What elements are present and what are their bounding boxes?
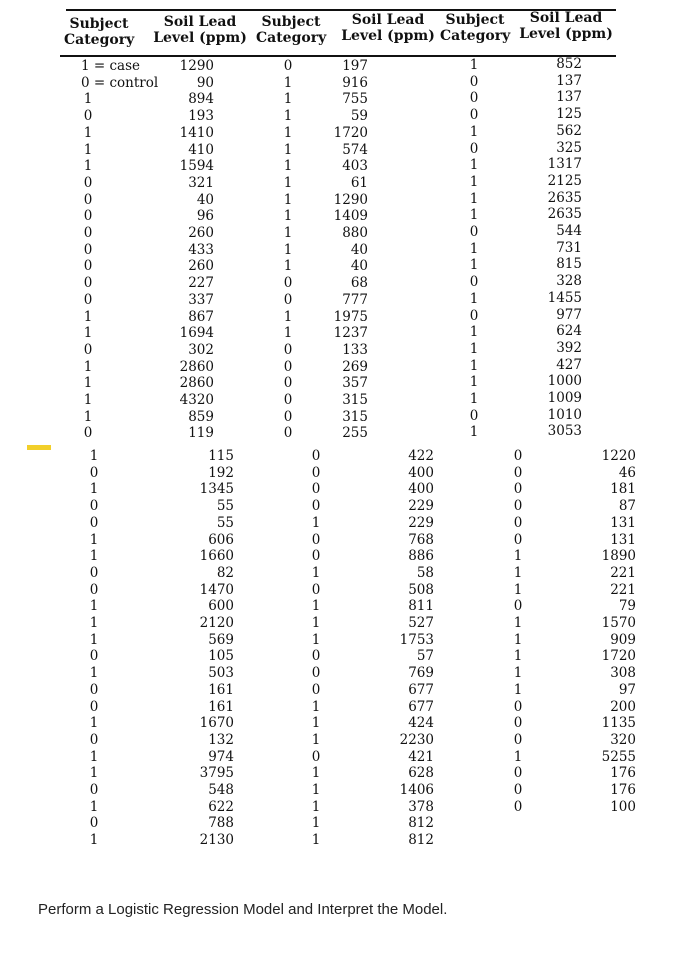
table-cell: 600 bbox=[208, 598, 234, 615]
table-cell: 859 bbox=[188, 408, 214, 425]
table-cell: 421 bbox=[408, 748, 434, 765]
table-cell: 0 bbox=[469, 140, 479, 157]
table-cell: 229 bbox=[408, 514, 434, 531]
table-cell: 0 bbox=[311, 531, 321, 548]
table-cell: 788 bbox=[208, 815, 234, 832]
table-cell: 0 bbox=[283, 375, 293, 392]
table-cell: 0 bbox=[513, 715, 523, 732]
table-cell: 61 bbox=[350, 174, 368, 191]
table-cell: 768 bbox=[408, 531, 434, 548]
header-soil-lead-1: Soil Lead Level (ppm) bbox=[153, 14, 247, 46]
table-cell: 569 bbox=[208, 631, 234, 648]
table-cell: 1 bbox=[83, 141, 93, 158]
table-cell: 115 bbox=[208, 448, 234, 464]
table-cell: 0 bbox=[513, 598, 523, 615]
header-subject-category-3: Subject Category bbox=[440, 12, 511, 44]
table-cell: 0 bbox=[469, 274, 479, 291]
table-cell: 221 bbox=[610, 581, 636, 598]
table-cell: 0 bbox=[83, 174, 93, 191]
table-cell: 161 bbox=[208, 698, 234, 715]
table-cell: 548 bbox=[208, 782, 234, 799]
table-cell: 0 bbox=[513, 464, 523, 481]
table-cell: 68 bbox=[350, 275, 368, 292]
table-cell: 96 bbox=[196, 208, 214, 225]
table-cell: 0 bbox=[89, 564, 99, 581]
table-cell: 3795 bbox=[199, 765, 234, 782]
table-cell: 2130 bbox=[199, 832, 234, 849]
table-cell: 1 bbox=[469, 240, 479, 257]
table-cell: 87 bbox=[618, 498, 636, 515]
table-cell: 255 bbox=[342, 425, 368, 442]
highlight-mark bbox=[27, 445, 51, 450]
table-cell: 192 bbox=[208, 464, 234, 481]
table-cell: 0 bbox=[513, 698, 523, 715]
table-cell: 229 bbox=[408, 498, 434, 515]
table-cell: 0 bbox=[83, 241, 93, 258]
table-cell: 1455 bbox=[547, 289, 582, 306]
table-cell: 1 bbox=[469, 357, 479, 374]
header-soil-lead-2: Soil Lead Level (ppm) bbox=[341, 12, 435, 44]
header-rule-top bbox=[66, 9, 616, 11]
table-cell: 0 bbox=[283, 358, 293, 375]
table-cell: 0 bbox=[513, 448, 523, 464]
table-cell: 1 bbox=[283, 91, 293, 108]
table-cell: 0 bbox=[311, 681, 321, 698]
table-cell: 260 bbox=[188, 225, 214, 242]
table-cell: 1 bbox=[89, 765, 99, 782]
table-cell: 269 bbox=[342, 358, 368, 375]
table-cell: 422 bbox=[408, 448, 434, 464]
table-cell: 812 bbox=[408, 832, 434, 849]
table-cell: 0 bbox=[89, 681, 99, 698]
table-cell: 100 bbox=[610, 798, 636, 815]
table-cell: 1410 bbox=[179, 124, 214, 141]
table-cell: 1409 bbox=[333, 208, 368, 225]
table-cell: 1 bbox=[513, 548, 523, 565]
table-cell: 315 bbox=[342, 392, 368, 409]
table-cell: 1 bbox=[283, 225, 293, 242]
table-cell: 1 bbox=[89, 631, 99, 648]
table-cell: 0 bbox=[89, 498, 99, 515]
table-cell: 131 bbox=[610, 514, 636, 531]
table-cell: 337 bbox=[188, 291, 214, 308]
table-cell: 0 bbox=[311, 464, 321, 481]
table-cell: 0 bbox=[83, 191, 93, 208]
table-cell: 811 bbox=[408, 598, 434, 615]
table-cell: 55 bbox=[216, 498, 234, 515]
table-cell: 606 bbox=[208, 531, 234, 548]
table-cell: 1317 bbox=[547, 156, 582, 173]
table-cell: 46 bbox=[618, 464, 636, 481]
table-cell: 909 bbox=[610, 631, 636, 648]
table-cell: 1010 bbox=[547, 406, 582, 423]
table-cell: 403 bbox=[342, 158, 368, 175]
table-cell: 1 bbox=[283, 308, 293, 325]
table-cell: 867 bbox=[188, 308, 214, 325]
table-cell: 1 bbox=[283, 241, 293, 258]
table-cell: 2230 bbox=[399, 731, 434, 748]
table-cell: 58 bbox=[416, 564, 434, 581]
table-cell: 400 bbox=[408, 464, 434, 481]
table-cell: 0 bbox=[513, 798, 523, 815]
table-cell: 392 bbox=[556, 339, 582, 356]
bottom-subject-col-2 bbox=[310, 448, 322, 849]
table-cell: 0 bbox=[469, 90, 479, 107]
bottom-lead-col-2 bbox=[386, 448, 434, 849]
table-cell: 328 bbox=[556, 273, 582, 290]
table-cell: 1 bbox=[83, 392, 93, 409]
table-cell: 59 bbox=[350, 108, 368, 125]
table-cell: 1 bbox=[283, 124, 293, 141]
table-cell: 40 bbox=[350, 258, 368, 275]
table-cell: 1406 bbox=[399, 782, 434, 799]
header-subject-category-1: Subject Category bbox=[64, 16, 135, 48]
table-cell: 574 bbox=[342, 141, 368, 158]
table-cell: 1 bbox=[283, 141, 293, 158]
bottom-lead-col-1 bbox=[186, 448, 234, 849]
table-cell: 2635 bbox=[547, 189, 582, 206]
table-cell: 3053 bbox=[547, 423, 582, 440]
bottom-lead-col-3 bbox=[590, 448, 636, 815]
table-cell: 1 bbox=[311, 698, 321, 715]
table-cell: 1 bbox=[469, 257, 479, 274]
table-cell: 0 bbox=[283, 291, 293, 308]
table-cell: 1890 bbox=[601, 548, 636, 565]
table-cell: 1 bbox=[83, 124, 93, 141]
table-cell: 894 bbox=[188, 91, 214, 108]
table-cell: 0 bbox=[83, 291, 93, 308]
table-cell: 2635 bbox=[547, 206, 582, 223]
table-cell: 125 bbox=[556, 106, 582, 123]
table-cell: 880 bbox=[342, 225, 368, 242]
table-cell: 0 bbox=[469, 73, 479, 90]
top-subject-col-3 bbox=[468, 57, 480, 441]
table-cell: 424 bbox=[408, 715, 434, 732]
table-cell: 40 bbox=[350, 241, 368, 258]
table-cell: 0 bbox=[513, 498, 523, 515]
table-cell: 0 bbox=[283, 275, 293, 292]
table-cell: 132 bbox=[208, 731, 234, 748]
table-cell: 1 bbox=[311, 832, 321, 849]
table-cell: 1 bbox=[513, 681, 523, 698]
table-cell: 886 bbox=[408, 548, 434, 565]
table-cell: 0 bbox=[311, 448, 321, 464]
table-cell: 0 bbox=[311, 481, 321, 498]
table-cell: 4320 bbox=[179, 392, 214, 409]
table-cell: 200 bbox=[610, 698, 636, 715]
table-cell: 0 bbox=[89, 648, 99, 665]
table-cell: 315 bbox=[342, 408, 368, 425]
table-cell: 1 bbox=[469, 391, 479, 408]
table-cell: 2860 bbox=[179, 358, 214, 375]
table-cell: 1 bbox=[513, 615, 523, 632]
table-cell: 82 bbox=[216, 564, 234, 581]
table-cell: 1 bbox=[513, 665, 523, 682]
table-cell: 1 bbox=[513, 564, 523, 581]
table-cell: 427 bbox=[556, 356, 582, 373]
table-cell: 1570 bbox=[601, 615, 636, 632]
table-cell: 1 bbox=[469, 340, 479, 357]
table-cell: 176 bbox=[610, 765, 636, 782]
table-cell: 357 bbox=[342, 375, 368, 392]
table-cell: 1 bbox=[311, 715, 321, 732]
table-cell: 1 bbox=[89, 715, 99, 732]
table-cell: 1 bbox=[513, 581, 523, 598]
table-cell: 1 bbox=[469, 290, 479, 307]
table-cell: 1 bbox=[311, 598, 321, 615]
table-cell: 119 bbox=[188, 425, 214, 442]
table-cell: 1 bbox=[311, 765, 321, 782]
table-cell: 105 bbox=[208, 648, 234, 665]
table-cell: 2120 bbox=[199, 615, 234, 632]
table-cell: 133 bbox=[342, 341, 368, 358]
table-cell: 2860 bbox=[179, 375, 214, 392]
table-cell: 90 bbox=[196, 74, 214, 91]
table-cell: 769 bbox=[408, 665, 434, 682]
table-cell: 1 bbox=[89, 748, 99, 765]
table-cell: 622 bbox=[208, 798, 234, 815]
table-cell: 544 bbox=[556, 223, 582, 240]
table-cell: 0 bbox=[89, 815, 99, 832]
table-cell: 1290 bbox=[333, 191, 368, 208]
table-cell: 1470 bbox=[199, 581, 234, 598]
table-cell: 55 bbox=[216, 514, 234, 531]
table-cell: 1 bbox=[469, 207, 479, 224]
table-cell: 624 bbox=[556, 323, 582, 340]
table-cell: 1290 bbox=[179, 58, 214, 74]
table-cell: 176 bbox=[610, 782, 636, 799]
table-cell: 0 bbox=[283, 58, 293, 74]
table-cell: 131 bbox=[610, 531, 636, 548]
table-cell: 0 bbox=[83, 258, 93, 275]
table-cell: 197 bbox=[342, 58, 368, 74]
table-cell: 731 bbox=[556, 239, 582, 256]
table-cell: 1 bbox=[283, 108, 293, 125]
table-cell: 0 bbox=[311, 548, 321, 565]
top-lead-col-1 bbox=[170, 58, 214, 442]
table-cell: 325 bbox=[556, 139, 582, 156]
table-cell: 161 bbox=[208, 681, 234, 698]
table-cell: 0 bbox=[469, 224, 479, 241]
top-lead-col-2 bbox=[324, 58, 368, 442]
table-cell: 410 bbox=[188, 141, 214, 158]
table-cell: 0 bbox=[283, 408, 293, 425]
header-subject-category-2: Subject Category bbox=[256, 14, 327, 46]
table-cell: 0 bbox=[469, 107, 479, 124]
table-cell: 0 bbox=[283, 392, 293, 409]
table-cell: 0 bbox=[83, 225, 93, 242]
table-cell: 1 bbox=[311, 615, 321, 632]
header-soil-lead-3: Soil Lead Level (ppm) bbox=[519, 10, 613, 42]
table-cell: 0 bbox=[283, 425, 293, 442]
table-cell: 1 bbox=[89, 548, 99, 565]
table-cell: 1 bbox=[83, 408, 93, 425]
table-cell: 1720 bbox=[333, 124, 368, 141]
table-cell: 0 bbox=[469, 307, 479, 324]
table-cell: 977 bbox=[556, 306, 582, 323]
table-cell: 1 bbox=[83, 91, 93, 108]
table-cell: 181 bbox=[610, 481, 636, 498]
table-cell: 1345 bbox=[199, 481, 234, 498]
top-lead-col-3 bbox=[538, 56, 582, 440]
table-cell: 0 bbox=[513, 782, 523, 799]
table-cell: 1 bbox=[311, 731, 321, 748]
table-cell: 1 bbox=[89, 598, 99, 615]
table-cell: 508 bbox=[408, 581, 434, 598]
table-cell: 562 bbox=[556, 122, 582, 139]
table-cell: 57 bbox=[416, 648, 434, 665]
table-cell: 1 bbox=[89, 531, 99, 548]
table-cell: 0 bbox=[89, 581, 99, 598]
table-cell: 1 bbox=[283, 208, 293, 225]
table-cell: 1 bbox=[83, 375, 93, 392]
table-cell: 1 bbox=[469, 123, 479, 140]
table-cell: 1 bbox=[311, 798, 321, 815]
table-cell: 1 bbox=[283, 191, 293, 208]
table-cell: 97 bbox=[618, 681, 636, 698]
table-cell: 1660 bbox=[199, 548, 234, 565]
table-cell: 79 bbox=[618, 598, 636, 615]
table-cell: 1 bbox=[513, 631, 523, 648]
table-cell: 0 bbox=[83, 275, 93, 292]
table-cell: 378 bbox=[408, 798, 434, 815]
table-cell: 0 bbox=[89, 782, 99, 799]
table-cell: 1 bbox=[83, 308, 93, 325]
table-cell: 1 bbox=[83, 358, 93, 375]
table-cell: 137 bbox=[556, 72, 582, 89]
table-cell: 1000 bbox=[547, 373, 582, 390]
legend: 1 = case 0 = control bbox=[81, 58, 159, 91]
table-cell: 1 bbox=[469, 190, 479, 207]
table-cell: 1 bbox=[311, 782, 321, 799]
table-cell: 221 bbox=[610, 564, 636, 581]
table-cell: 302 bbox=[188, 341, 214, 358]
table-cell: 227 bbox=[188, 275, 214, 292]
table-cell: 677 bbox=[408, 681, 434, 698]
table-cell: 0 bbox=[311, 648, 321, 665]
table-cell: 1670 bbox=[199, 715, 234, 732]
table-cell: 1 bbox=[469, 374, 479, 391]
table-cell: 1009 bbox=[547, 390, 582, 407]
table-cell: 1 bbox=[89, 448, 99, 464]
table-cell: 0 bbox=[89, 698, 99, 715]
table-cell: 777 bbox=[342, 291, 368, 308]
table-cell: 0 bbox=[513, 481, 523, 498]
table-cell: 1 bbox=[89, 615, 99, 632]
table-cell: 815 bbox=[556, 256, 582, 273]
table-cell: 1 bbox=[89, 798, 99, 815]
table-cell: 0 bbox=[513, 765, 523, 782]
table-cell: 0 bbox=[513, 731, 523, 748]
table-cell: 320 bbox=[610, 731, 636, 748]
table-cell: 1 bbox=[283, 174, 293, 191]
table-cell: 0 bbox=[83, 425, 93, 442]
table-cell: 2125 bbox=[547, 172, 582, 189]
table-cell: 1 bbox=[283, 74, 293, 91]
table-cell: 527 bbox=[408, 615, 434, 632]
table-cell: 1135 bbox=[601, 715, 636, 732]
table-cell: 1 bbox=[89, 832, 99, 849]
table-cell: 1 bbox=[89, 481, 99, 498]
table-cell: 1594 bbox=[179, 158, 214, 175]
table-cell: 40 bbox=[196, 191, 214, 208]
table-cell: 0 bbox=[89, 731, 99, 748]
table-cell: 755 bbox=[342, 91, 368, 108]
table-cell: 0 bbox=[89, 464, 99, 481]
table-cell: 628 bbox=[408, 765, 434, 782]
table-cell: 1 bbox=[469, 424, 479, 441]
table-cell: 1220 bbox=[601, 448, 636, 464]
question-text: Perform a Logistic Regression Model and Interpret the Model. bbox=[38, 901, 448, 918]
table-cell: 137 bbox=[556, 89, 582, 106]
table-cell: 1 bbox=[513, 648, 523, 665]
table-cell: 0 bbox=[311, 748, 321, 765]
table-cell: 1 bbox=[83, 325, 93, 342]
table-cell: 1 bbox=[469, 173, 479, 190]
table-cell: 916 bbox=[342, 74, 368, 91]
table-cell: 503 bbox=[208, 665, 234, 682]
table-cell: 5255 bbox=[601, 748, 636, 765]
table-cell: 1 bbox=[311, 815, 321, 832]
table-cell: 677 bbox=[408, 698, 434, 715]
table-cell: 1975 bbox=[333, 308, 368, 325]
table-cell: 400 bbox=[408, 481, 434, 498]
table-cell: 1694 bbox=[179, 325, 214, 342]
table-cell: 0 bbox=[83, 208, 93, 225]
table-cell: 321 bbox=[188, 174, 214, 191]
table-cell: 1 bbox=[311, 514, 321, 531]
table-cell: 974 bbox=[208, 748, 234, 765]
table-cell: 1 bbox=[311, 564, 321, 581]
top-subject-col-2 bbox=[282, 58, 294, 442]
table-cell: 0 bbox=[513, 531, 523, 548]
table-cell: 0 bbox=[83, 108, 93, 125]
bottom-subject-col-3 bbox=[512, 448, 524, 815]
table-cell: 1 bbox=[469, 324, 479, 341]
header-rule-bottom bbox=[60, 55, 616, 57]
table-cell: 0 bbox=[83, 341, 93, 358]
table-cell: 1 bbox=[469, 57, 479, 73]
table-cell: 193 bbox=[188, 108, 214, 125]
table-cell: 0 bbox=[311, 498, 321, 515]
table-cell: 0 bbox=[513, 514, 523, 531]
table-cell: 308 bbox=[610, 665, 636, 682]
table-cell: 1753 bbox=[399, 631, 434, 648]
table-cell: 0 bbox=[283, 341, 293, 358]
table-cell: 1 bbox=[513, 748, 523, 765]
table-cell: 0 bbox=[311, 581, 321, 598]
table-cell: 0 bbox=[469, 407, 479, 424]
bottom-subject-col-1 bbox=[88, 448, 100, 849]
table-cell: 0 bbox=[89, 514, 99, 531]
table-cell: 1 bbox=[283, 158, 293, 175]
table-cell: 852 bbox=[556, 56, 582, 72]
table-cell: 1 bbox=[311, 631, 321, 648]
table-cell: 1 bbox=[283, 325, 293, 342]
top-subject-col-1 bbox=[82, 58, 94, 442]
table-cell: 1237 bbox=[333, 325, 368, 342]
table-cell: 1720 bbox=[601, 648, 636, 665]
table-cell: 0 bbox=[311, 665, 321, 682]
table-cell: 1 bbox=[283, 258, 293, 275]
table-cell: 1 bbox=[89, 665, 99, 682]
table-cell: 260 bbox=[188, 258, 214, 275]
table-cell: 1 bbox=[83, 158, 93, 175]
table-cell: 1 bbox=[469, 157, 479, 174]
table-cell: 433 bbox=[188, 241, 214, 258]
table-cell: 812 bbox=[408, 815, 434, 832]
